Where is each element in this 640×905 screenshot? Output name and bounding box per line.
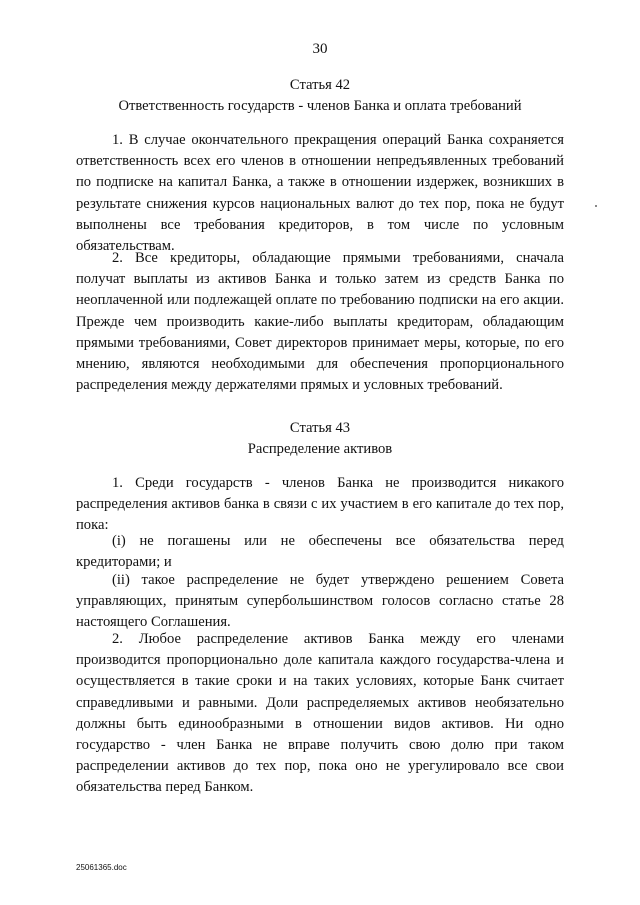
article-43-item-i: (i) не погашены или не обеспечены все обязательства перед кредиторами; и xyxy=(76,533,564,571)
article-42-subtitle: Ответственность государств - членов Банка и оплата требований xyxy=(118,98,522,114)
scan-speck xyxy=(595,205,597,207)
article-43-subtitle: Распределение активов xyxy=(247,441,393,457)
page-number: 30 xyxy=(312,41,328,57)
article-43-paragraph-1: 1. Среди государств - членов Банка не производится никакого распределения активов банка в связи с их участием в его капитале до тех пор, пока: xyxy=(76,475,564,534)
article-42-paragraph-1: 1. В случае окончательного прекращения операций Банка сохраняется ответственность всех его членов в отношении непредъявленных требований по подписке на капитал Банка, а также в отношении издержек, возникших в результате снижения курсов национальных валют до тех пор, пока не будут выполнены все требования кредиторов, в том числе по условным обязательствам. xyxy=(76,132,564,255)
article-43-item-ii: (ii) такое распределение не будет утверждено решением Совета управляющих, принятым супербольшинством голосов согласно статье 28 настоящего Соглашения. xyxy=(76,572,564,631)
article-42-paragraph-2: 2. Все кредиторы, обладающие прямыми требованиями, сначала получат выплаты из активов Банка и только затем из средств Банка по неоплаченной или подлежащей оплате по требованию подписки на его акции. Прежде чем производить какие-либо выплаты кредиторам, обладающим прямыми требованиями, Совет директоров принимает меры, которые, по его мнению, являются необходимыми для обеспечения пропорционального распределения между держателями прямых и условных требований. xyxy=(76,250,564,394)
article-43-title: Статья 43 xyxy=(289,420,351,436)
article-43-paragraph-2: 2. Любое распределение активов Банка между его членами производится пропорционально доле капитала каждого государства-члена и осуществляется в такие сроки и на таких условиях, которые Банк считает справедливыми и равными. Доли распределяемых активов необязательно должны быть единообразными в отношении видов активов. Ни одно государство - член Банка не вправе получить свою долю при таком распределении активов до тех пор, пока оно не урегулировало все свои обязательства перед Банком. xyxy=(76,631,564,796)
article-42-title: Статья 42 xyxy=(289,77,351,93)
footer-filename: 25061365.doc xyxy=(76,863,127,872)
